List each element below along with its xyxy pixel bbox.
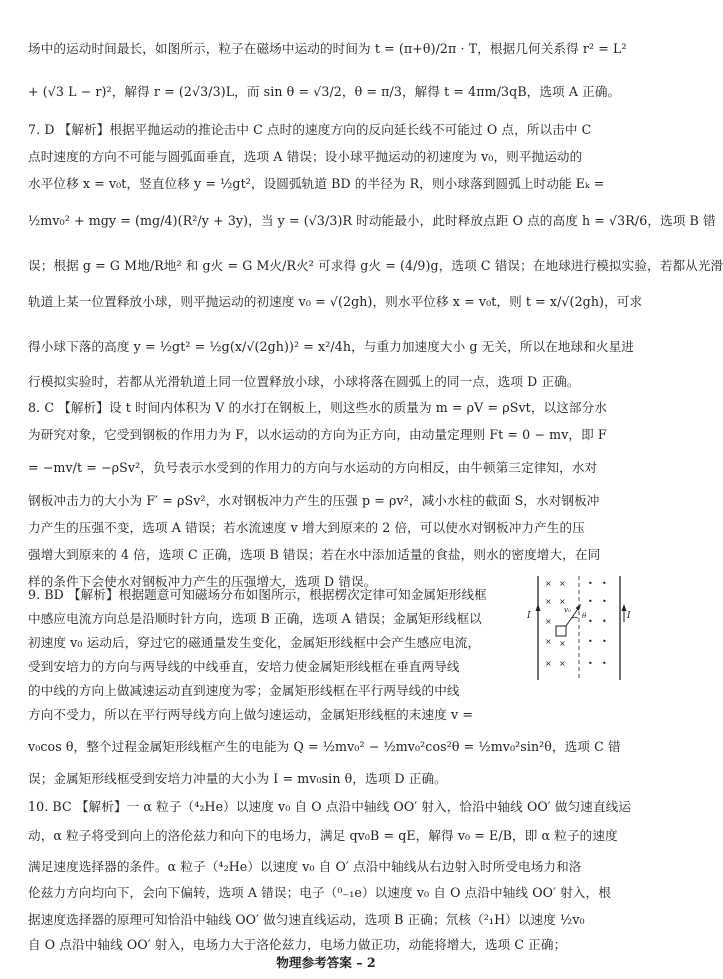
text-line: 据速度选择器的原理可知恰沿中轴线 OO′ 做匀速直线运动，选项 B 正确；氘核（²₁H）以速度 ½v₀ [28, 912, 585, 927]
right-current-label: I [627, 611, 631, 621]
svg-text:•: • [588, 617, 593, 626]
angle-label: θ [582, 612, 587, 620]
text-line: 得小球下落的高度 y = ½gt² = ½g(x/√(2gh))² = x²/4h，与重力加速度大小 g 无关，所以在地球和火星进 [28, 339, 634, 354]
svg-text:•: • [588, 579, 593, 588]
text-line: 受到安培力的方向与两导线的中线垂直，安培力使金属矩形线框在垂直两导线 [28, 659, 460, 674]
left-current-label: I [527, 611, 531, 621]
angle-arc [572, 617, 578, 618]
svg-text:×: × [545, 597, 552, 606]
text-line: 行模拟实验时，若都从光滑轨道上同一位置释放小球，小球将落在圆弧上的同一点，选项 D 正确。 [28, 374, 580, 389]
text-line: ½mv₀² + mgy = (mg/4)(R²/y + 3y)，当 y = (√3/3)R 时动能最小，此时释放点距 O 点的高度 h = √3R/6，选项 B 错 [28, 213, 716, 228]
svg-text:•: • [602, 579, 607, 588]
svg-text:•: • [588, 659, 593, 668]
svg-text:•: • [588, 597, 593, 606]
svg-text:×: × [559, 639, 566, 648]
svg-text:•: • [588, 637, 593, 646]
text-line: 轨道上某一位置释放小球，则平抛运动的初速度 v₀ = √(2gh)，则水平位移 x = v₀t，则 t = x/√(2gh)，可求 [28, 294, 643, 309]
svg-text:×: × [559, 659, 566, 668]
text-line: 伦兹力方向均向下，会向下偏转，选项 A 错误；电子（⁰₋₁e）以速度 v₀ 自 O 点沿中轴线 OO′ 射入，根 [28, 885, 611, 900]
svg-text:×: × [545, 637, 552, 646]
text-line: 样的条件下会使水对钢板冲力产生的压强增大，选项 D 错误。 [28, 574, 377, 589]
text-line: 钢板冲击力的大小为 F′ = ρSv²，水对钢板冲力产生的压强 p = ρv²，减小水柱的截面 S，水对钢板冲 [28, 493, 600, 508]
text-line: 满足速度选择器的条件。α 粒子（⁴₂He）以速度 v₀ 自 O′ 点沿中轴线从右边射入时所受电场力和洛 [28, 859, 582, 874]
text-line: 7. D 【解析】根据平抛运动的推论击中 C 点时的速度方向的反向延长线不可能过 O 点，所以击中 C [28, 122, 592, 137]
svg-text:×: × [545, 659, 552, 668]
text-line: 9. BD 【解析】根据题意可知磁场分布如图所示，根据楞次定律可知金属矩形线框 [28, 587, 487, 602]
text-line: 点时速度的方向不可能与圆弧面垂直，选项 A 错误；设小球平抛运动的初速度为 v₀，则平抛运动的 [28, 149, 583, 164]
text-line: 方向不受力，所以在平行两导线方向上做匀速运动，金属矩形线框的末速度 v = [28, 707, 473, 722]
text-line: v₀cos θ，整个过程金属矩形线框产生的电能为 Q = ½mv₀² − ½mv₀²cos²θ = ½mv₀²sin²θ，选项 C 错 [28, 739, 621, 754]
text-line: 动，α 粒子将受到向上的洛伦兹力和向下的电场力，满足 qv₀B = qE，解得 v₀ = E/B，即 α 粒子的速度 [28, 828, 618, 843]
text-line: 自 O 点沿中轴线 OO′ 射入，电场力大于洛伦兹力，电场力做正功，动能将增大，选项 C 正确； [28, 937, 567, 952]
text-line: 误；根据 g = G M地/R地² 和 g火 = G M火/R火² 可求得 g火 = (4/9)g，选项 C 错误；在地球进行模拟实验，若都从光滑 [28, 258, 723, 273]
rectangular-loop [556, 626, 566, 636]
svg-text:×: × [559, 579, 566, 588]
svg-text:•: • [602, 637, 607, 646]
page-footer: 物理参考答案 – 2 [276, 955, 376, 970]
text-line: 强增大到原来的 4 倍，选项 C 正确，选项 B 错误；若在水中添加适量的食盐，则水的密度增大，在同 [28, 547, 601, 562]
text-line: + (√3 L − r)²，解得 r = (2√3/3)L，而 sin θ = √3/2，θ = π/3，解得 t = 4πm/3qB，选项 A 正确。 [28, 84, 621, 99]
text-line: 的中线的方向上做减速运动直到速度为零；金属矩形线框在平行两导线的中线 [28, 683, 460, 698]
text-line: = −mv/t = −ρSv²，负号表示水受到的作用力的方向与水运动的方向相反，由牛顿第三定律知，水对 [28, 460, 598, 475]
svg-text:•: • [602, 617, 607, 626]
svg-text:•: • [602, 597, 607, 606]
svg-text:×: × [545, 617, 552, 626]
field-into-page-marks [545, 579, 566, 668]
text-line: 8. C 【解析】设 t 时间内体积为 V 的水打在钢板上，则这些水的质量为 m = ρV = ρSvt，以这部分水 [28, 400, 607, 415]
text-line: 场中的运动时间最长，如图所示，粒子在磁场中运动的时间为 t = (π+θ)/2π · T，根据几何关系得 r² = L² [28, 41, 627, 56]
text-line: 为研究对象，它受到钢板的作用力为 F，以水运动的方向为正方向，由动量定理则 Ft = 0 − mv，即 F [28, 427, 607, 442]
left-current-arrowhead [536, 604, 541, 611]
text-line: 力产生的压强不变，选项 A 错误；若水流速度 v 增大到原来的 2 倍，可以使水对钢板冲力产生的压 [28, 520, 585, 535]
svg-text:×: × [559, 597, 566, 606]
velocity-arrowhead [576, 604, 582, 611]
velocity-label: v₀ [564, 606, 571, 614]
text-line: 误；金属矩形线框受到安培力冲量的大小为 I = mv₀sin θ，选项 D 正确。 [28, 771, 447, 786]
field-out-of-page-marks [588, 579, 607, 668]
right-current-arrowhead [622, 604, 627, 611]
text-line: 10. BC 【解析】一 α 粒子（⁴₂He）以速度 v₀ 自 O 点沿中轴线 OO′ 射入，恰沿中轴线 OO′ 做匀速直线运 [28, 799, 632, 814]
svg-text:•: • [602, 659, 607, 668]
text-line: 水平位移 x = v₀t，竖直位移 y = ½gt²，设圆弧轨道 BD 的半径为 R，则小球落到圆弧上时动能 Eₖ = [28, 176, 605, 191]
magnetic-field-figure [524, 574, 638, 682]
svg-text:×: × [545, 579, 552, 588]
text-line: 中感应电流方向总是沿顺时针方向，选项 B 正确，选项 A 错误；金属矩形线框以 [28, 611, 482, 626]
text-line: 初速度 v₀ 运动后，穿过它的磁通量发生变化，金属矩形线框中会产生感应电流， [28, 635, 481, 650]
